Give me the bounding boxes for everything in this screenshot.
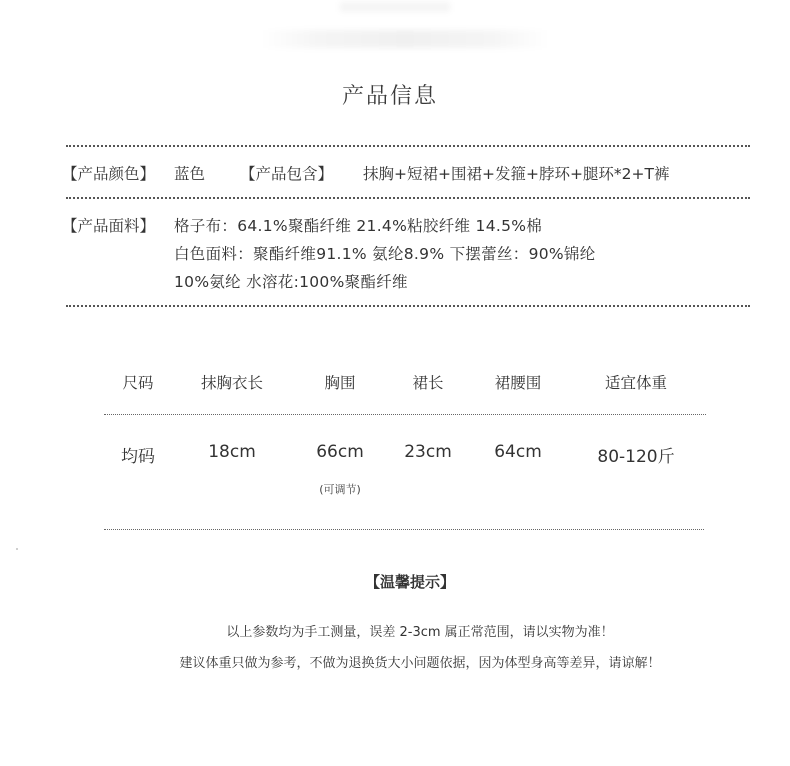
table-divider (104, 414, 706, 415)
tip-line: 建议体重只做为参考，不做为退换货大小问题依据，因为体型身高等差异，请谅解！ (179, 656, 661, 671)
table-header: 适宜体重 (604, 374, 667, 392)
table-cell: 66cm (316, 442, 364, 462)
divider (66, 145, 750, 147)
includes-label: 【产品包含】 (240, 165, 334, 183)
tips-title: 【温馨提示】 (364, 573, 455, 591)
table-header: 胸围 (324, 374, 356, 392)
table-cell: 80-120斤 (597, 447, 675, 467)
color-value: 蓝色 (174, 165, 206, 183)
divider (66, 305, 750, 307)
divider (66, 197, 750, 199)
table-divider (104, 529, 704, 530)
includes-value: 抹胸+短裙+围裙+发箍+脖环+腿环*2+T裤 (363, 165, 670, 183)
table-header: 抹胸衣长 (200, 374, 263, 392)
edge-mark (16, 548, 18, 550)
fabric-line: 格子布：64.1%聚酯纤维 21.4%粘胶纤维 14.5%棉 (174, 217, 543, 235)
table-header: 裙腰围 (494, 374, 542, 392)
table-cell: 23cm (404, 442, 452, 462)
faded-header-remnant (260, 30, 550, 48)
tip-line: 以上参数均为手工测量，误差 2-3cm 属正常范围，请以实物为准！ (226, 625, 614, 640)
table-cell: 18cm (208, 442, 256, 462)
color-label: 【产品颜色】 (62, 165, 156, 183)
table-cell: 64cm (494, 442, 542, 462)
table-header: 尺码 (122, 374, 154, 392)
table-header: 裙长 (412, 374, 444, 392)
table-cell: 均码 (121, 447, 155, 467)
page-title: 产品信息 (341, 84, 438, 109)
fabric-line: 10%氨纶 水溶花:100%聚酯纤维 (174, 273, 408, 291)
fabric-label: 【产品面料】 (62, 217, 156, 235)
bust-adjustable-note: (可调节) (319, 483, 361, 496)
fabric-line: 白色面料：聚酯纤维91.1% 氨纶8.9% 下摆蕾丝：90%锦纶 (174, 245, 596, 263)
faded-header-remnant (340, 2, 450, 12)
